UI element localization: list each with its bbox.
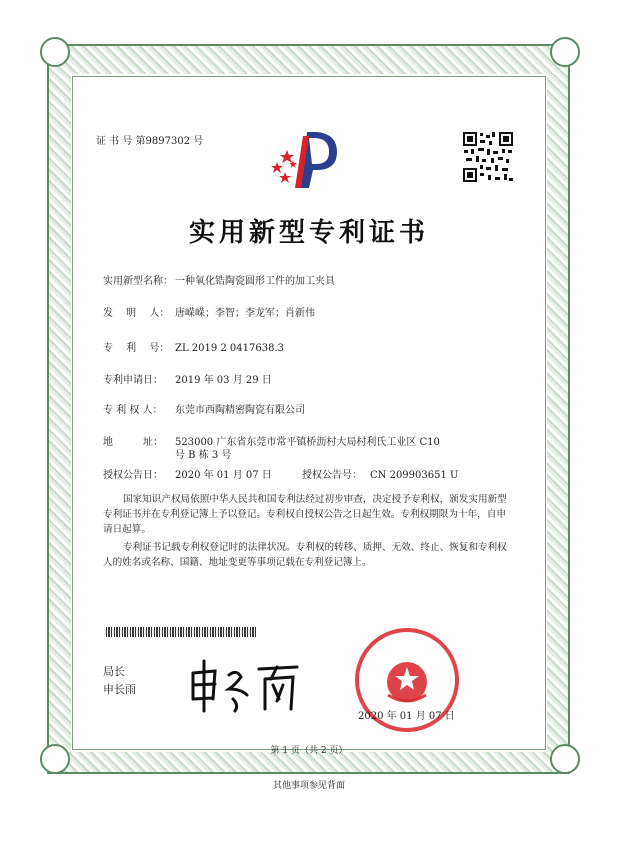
director-title: 局长 [103,665,125,678]
barcode [106,627,256,637]
inventor-value: 唐嵘嵘；李智；李龙军；肖新伟 [175,308,315,319]
certificate-title: 实用新型专利证书 [188,218,429,248]
corner-ornament [40,37,70,67]
patent-number-label: 专 利 号： [103,343,170,354]
director-name: 申长雨 [103,683,136,696]
grant-number-value: CN 209903651 U [370,470,459,481]
grant-date-label: 授权公告日： [103,470,163,481]
patentee-value: 东莞市西陶精密陶瓷有限公司 [175,405,305,416]
utility-name-label: 实用新型名称： [103,276,173,287]
patent-number-value: ZL 2019 2 0417638.3 [175,343,285,354]
address-label: 地 址： [103,437,163,448]
grant-number-label: 授权公告号： [302,470,362,481]
page-indicator: 第 1 页（共 2 页） [270,746,348,756]
grant-date-value: 2020 年 01 月 07 日 [175,470,272,481]
corner-ornament [550,37,580,67]
legal-status-paragraph: 专利证书记载专利权登记时的法律状况。专利权的转移、质押、无效、终止、恢复和专利权人的姓名或名称、国籍、地址变更等事项记载在专利登记簿上。 [103,542,507,568]
grant-statement-paragraph: 国家知识产权局依照中华人民共和国专利法经过初步审查，决定授予专利权，颁发实用新型专利证书并在专利登记簿上予以登记。专利权自授权公告之日起生效。专利权期限为十年，自申请日起算。 [103,494,507,535]
patentee-label: 专 利 权 人： [103,405,163,416]
cnipa-logo-icon [265,126,345,196]
inventor-label: 发 明 人： [103,308,170,319]
footer-note: 其他事项参见背面 [272,781,345,791]
address-line-1: 523000 广东省东莞市常平镇桥沥村大局村利氏工业区 C10 [175,437,440,448]
seal-date: 2020 年 01 月 07 日 [358,711,455,722]
qr-code-icon [462,131,514,183]
certificate-number: 证 书 号 第9897302 号 [96,136,204,147]
address-line-2: 号 B 栋 3 号 [175,450,232,461]
filing-date-label: 专利申请日： [103,375,163,386]
filing-date-value: 2019 年 03 月 29 日 [175,375,272,386]
utility-name-value: 一种氧化锆陶瓷圆形工件的加工夹具 [175,276,335,287]
director-signature [185,655,305,715]
